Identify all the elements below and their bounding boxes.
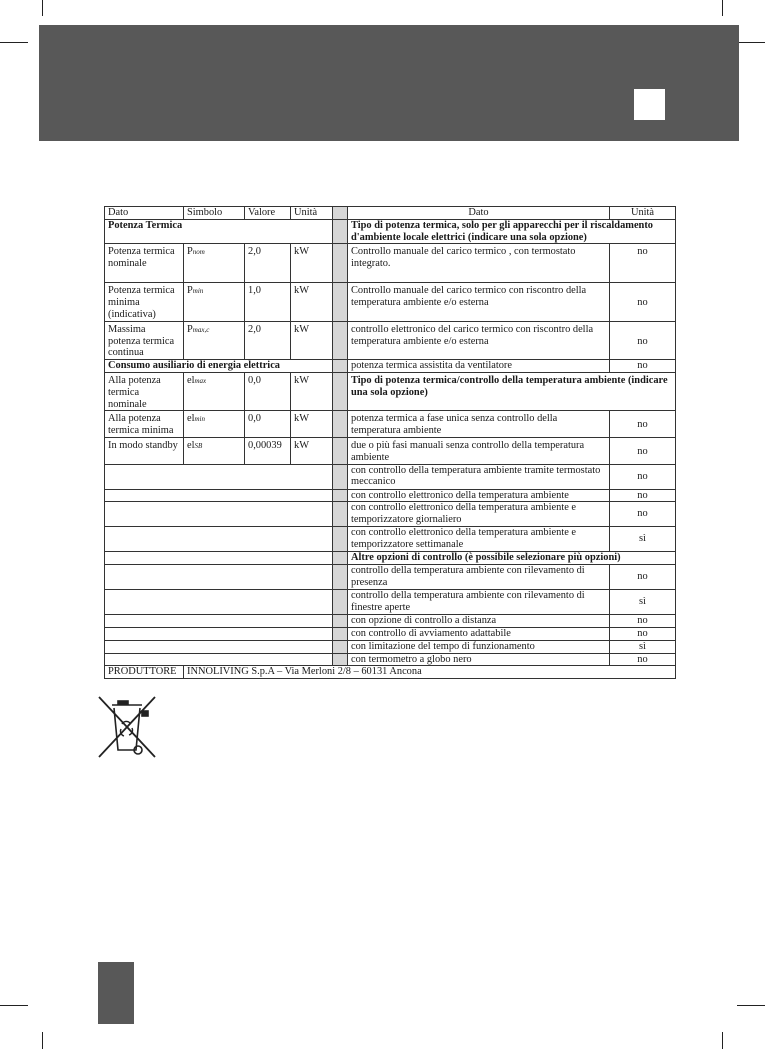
table-row [105, 437, 676, 464]
option-text: potenza termica a fase unica senza controllo della temperatura ambiente [348, 411, 610, 438]
crop-mark [42, 1032, 43, 1049]
column-separator [333, 411, 348, 438]
section-title-consumo: Consumo ausiliario di energia elettrica [105, 360, 333, 373]
empty-cell [105, 590, 333, 615]
crop-mark [737, 1005, 765, 1006]
col-header-simbolo: Simbolo [184, 207, 245, 220]
option-value: no [610, 244, 676, 283]
row-unit: kW [291, 437, 333, 464]
empty-cell [105, 502, 333, 527]
table-row [105, 411, 676, 438]
column-separator [333, 653, 348, 666]
option-text: con controllo elettronico della temperatura ambiente e temporizzatore settimanale [348, 527, 610, 552]
column-separator [333, 552, 348, 565]
table-row [105, 360, 676, 373]
option-value: no [610, 615, 676, 628]
option-value: no [610, 565, 676, 590]
row-symbol: elmin [184, 411, 245, 438]
column-separator [333, 437, 348, 464]
column-separator [333, 283, 348, 321]
column-separator [333, 590, 348, 615]
page-marker-square [634, 89, 665, 120]
column-separator [333, 627, 348, 640]
option-value: no [610, 653, 676, 666]
row-unit: kW [291, 372, 333, 410]
row-label: Alla potenza termica minima [105, 411, 184, 438]
row-symbol: elmax [184, 372, 245, 410]
empty-cell [105, 527, 333, 552]
option-text: con controllo di avviamento adattabile [348, 627, 610, 640]
col-header-unita-right: Unità [610, 207, 676, 220]
option-text: con limitazione del tempo di funzionamento [348, 640, 610, 653]
row-value: 2,0 [245, 244, 291, 283]
empty-cell [105, 653, 333, 666]
column-separator [333, 244, 348, 283]
row-symbol: Pnom [184, 244, 245, 283]
empty-cell [105, 640, 333, 653]
col-header-dato: Dato [105, 207, 184, 220]
option-text: potenza termica assistita da ventilatore [348, 360, 610, 373]
producer-value: INNOLIVING S.p.A – Via Merloni 2/8 – 60131 Ancona [184, 666, 676, 679]
table-row [105, 372, 676, 410]
option-value: no [610, 437, 676, 464]
table-row [105, 321, 676, 359]
table-row [105, 219, 676, 244]
table-row [105, 527, 676, 552]
table-footer-row [105, 666, 676, 679]
table-row [105, 615, 676, 628]
row-label: In modo standby [105, 437, 184, 464]
empty-cell [105, 464, 333, 489]
crop-mark [737, 42, 765, 43]
option-text: con controllo elettronico della temperatura ambiente [348, 489, 610, 502]
table-row [105, 627, 676, 640]
crossed-out-wheelie-bin-icon [96, 694, 158, 760]
table-row [105, 244, 676, 283]
option-text: Controllo manuale del carico termico con riscontro della temperatura ambiente e/o esterna [348, 283, 610, 321]
right-section-title: Tipo di potenza termica, solo per gli apparecchi per il riscaldamento d'ambiente locale elettrici (indicare una sola opzione) [348, 219, 676, 244]
table-row [105, 590, 676, 615]
header-band [39, 25, 739, 141]
right-section-title: Altre opzioni di controllo (è possibile selezionare più opzioni) [348, 552, 676, 565]
option-value: sì [610, 527, 676, 552]
table-row [105, 502, 676, 527]
option-text: controllo della temperatura ambiente con rilevamento di presenza [348, 565, 610, 590]
crop-mark [42, 0, 43, 16]
footer-band [98, 962, 134, 1024]
option-value: no [610, 411, 676, 438]
row-value: 1,0 [245, 283, 291, 321]
empty-cell [105, 489, 333, 502]
option-value: sì [610, 590, 676, 615]
row-value: 0,0 [245, 411, 291, 438]
row-value: 2,0 [245, 321, 291, 359]
option-text: due o più fasi manuali senza controllo della temperatura ambiente [348, 437, 610, 464]
column-separator [333, 207, 348, 220]
col-header-unita: Unità [291, 207, 333, 220]
option-value: no [610, 627, 676, 640]
col-header-valore: Valore [245, 207, 291, 220]
table-header-row [105, 207, 676, 220]
row-value: 0,00039 [245, 437, 291, 464]
row-symbol: elSB [184, 437, 245, 464]
empty-cell [105, 565, 333, 590]
option-value: no [610, 502, 676, 527]
option-value: sì [610, 640, 676, 653]
row-symbol: Pmax,c [184, 321, 245, 359]
column-separator [333, 527, 348, 552]
column-separator [333, 502, 348, 527]
row-label: Potenza termica minima (indicativa) [105, 283, 184, 321]
column-separator [333, 360, 348, 373]
table-row [105, 653, 676, 666]
table-row [105, 552, 676, 565]
row-symbol: Pmin [184, 283, 245, 321]
table-row [105, 283, 676, 321]
col-header-dato-right: Dato [348, 207, 610, 220]
option-text: con termometro a globo nero [348, 653, 610, 666]
table-row [105, 565, 676, 590]
crop-mark [0, 42, 28, 43]
option-text: controllo della temperatura ambiente con rilevamento di finestre aperte [348, 590, 610, 615]
option-value: no [610, 464, 676, 489]
table-row [105, 640, 676, 653]
option-value: no [610, 360, 676, 373]
row-label: Massima potenza termica continua [105, 321, 184, 359]
row-unit: kW [291, 283, 333, 321]
option-value: no [610, 489, 676, 502]
row-unit: kW [291, 321, 333, 359]
column-separator [333, 565, 348, 590]
column-separator [333, 640, 348, 653]
empty-cell [105, 615, 333, 628]
row-label: Potenza termica nominale [105, 244, 184, 283]
column-separator [333, 464, 348, 489]
section-title-potenza: Potenza Termica [105, 219, 333, 244]
crop-mark [722, 1032, 723, 1049]
option-text: Controllo manuale del carico termico , con termostato integrato. [348, 244, 610, 283]
row-label: Alla potenza termica nominale [105, 372, 184, 410]
empty-cell [105, 552, 333, 565]
option-text: con controllo elettronico della temperatura ambiente e temporizzatore giornaliero [348, 502, 610, 527]
crop-mark [0, 1005, 28, 1006]
option-text: con controllo della temperatura ambiente tramite termostato meccanico [348, 464, 610, 489]
table-row [105, 464, 676, 489]
option-text: con opzione di controllo a distanza [348, 615, 610, 628]
column-separator [333, 219, 348, 244]
row-unit: kW [291, 244, 333, 283]
column-separator [333, 615, 348, 628]
table-row [105, 489, 676, 502]
column-separator [333, 489, 348, 502]
right-section-title: Tipo di potenza termica/controllo della temperatura ambiente (indicare una sola opzione) [348, 372, 676, 410]
option-value: no [610, 321, 676, 359]
column-separator [333, 321, 348, 359]
empty-cell [105, 627, 333, 640]
option-text: controllo elettronico del carico termico con riscontro della temperatura ambiente e/o esterna [348, 321, 610, 359]
column-separator [333, 372, 348, 410]
row-unit: kW [291, 411, 333, 438]
technical-data-table [104, 206, 676, 679]
row-value: 0,0 [245, 372, 291, 410]
crop-mark [722, 0, 723, 16]
producer-label: PRODUTTORE [105, 666, 184, 679]
option-value: no [610, 283, 676, 321]
